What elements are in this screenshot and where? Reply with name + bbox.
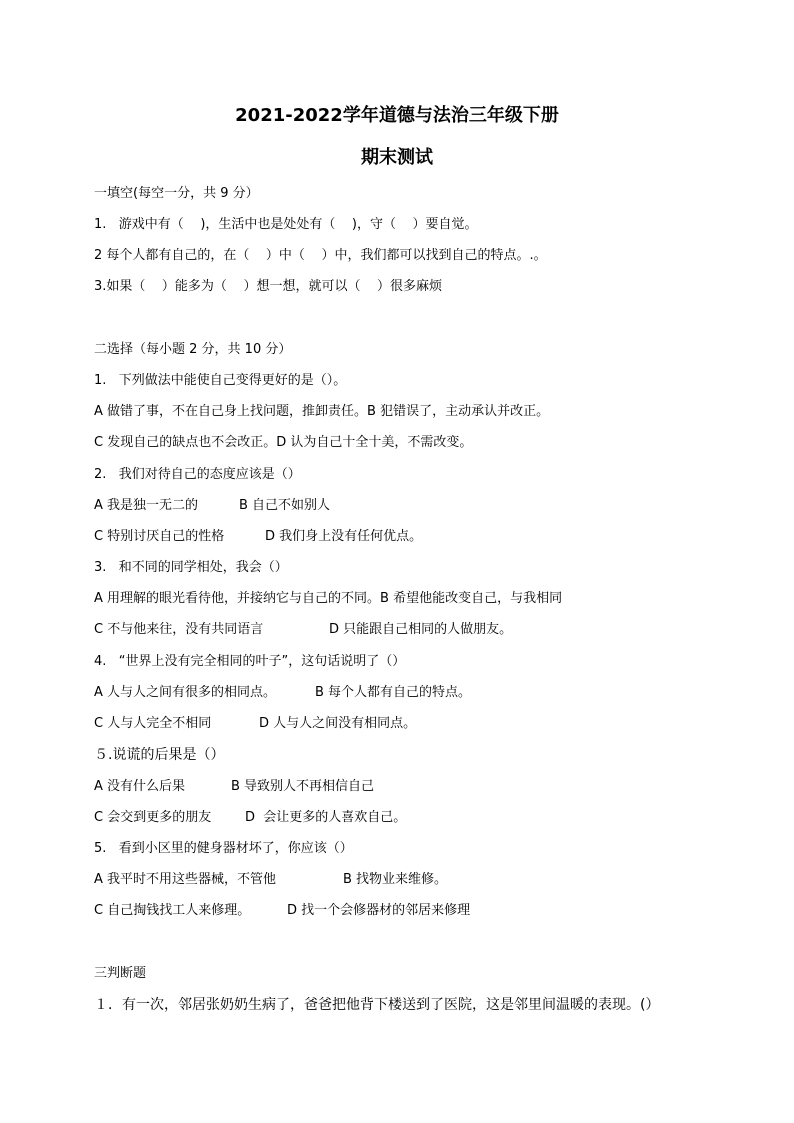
fill-question-1: 1. 游戏中有（ )，生活中也是处处有（ )，守（ ）要自觉。: [94, 217, 478, 232]
page-subtitle: 期末测试: [361, 147, 433, 168]
choice-question-3-options-ab: A 用理解的眼光看待他，并接纳它与自己的不同。B 希望他能改变自己，与我相同: [94, 591, 563, 606]
choice-question-3-option-d: D 只能跟自己相同的人做朋友。: [329, 622, 513, 637]
choice-question-4-stem: 4. “世界上没有完全相同的叶子”，这句话说明了（）: [94, 654, 406, 669]
choice-question-1-options-cd: C 发现自己的缺点也不会改正。D 认为自己十全十美，不需改变。: [94, 435, 473, 450]
judge-question-1: １．有一次，邻居张奶奶生病了，爸爸把他背下楼送到了医院，这是邻里间温暖的表现。(）: [94, 997, 660, 1013]
section1-heading: 一填空(每空一分，共 9 分）: [94, 186, 259, 201]
choice-question-5-option-c: C 会交到更多的朋友: [94, 810, 212, 825]
choice-question-2-option-d: D 我们身上没有任何优点。: [265, 529, 423, 544]
choice-question-5-option-a: A 没有什么后果: [94, 779, 186, 794]
fill-question-2: 2 每个人都有自己的，在（ ）中（ ）中，我们都可以找到自己的特点。.。: [94, 248, 547, 263]
choice-question-3-stem: 3. 和不同的同学相处，我会（）: [94, 560, 288, 575]
choice-question-4-option-c: C 人与人完全不相同: [94, 716, 212, 731]
choice-question-6-stem: 5. 看到小区里的健身器材坏了，你应该（）: [94, 841, 353, 856]
choice-question-1-stem: 1. 下列做法中能使自己变得更好的是（）。: [94, 373, 347, 388]
page-title: 2021-2022学年道德与法治三年级下册: [235, 105, 559, 126]
choice-question-6-option-d: D 找一个会修器材的邻居来修理: [287, 903, 471, 918]
choice-question-2-stem: 2. 我们对待自己的态度应该是（）: [94, 467, 301, 482]
section2-heading: 二选择（每小题 2 分，共 10 分）: [94, 342, 292, 357]
fill-question-3: 3.如果（ ）能多为（ ）想一想，就可以（ ）很多麻烦: [94, 279, 442, 294]
choice-question-6-option-c: C 自己掏钱找工人来修理。: [94, 903, 251, 918]
choice-question-6-option-b: B 找物业来维修。: [343, 872, 448, 887]
choice-question-4-option-a: A 人与人之间有很多的相同点。: [94, 685, 277, 700]
choice-question-2-option-c: C 特别讨厌自己的性格: [94, 529, 225, 544]
choice-question-4-option-b: B 每个人都有自己的特点。: [315, 685, 472, 700]
choice-question-4-option-d: D 人与人之间没有相同点。: [259, 716, 417, 731]
choice-question-5-option-d: D 会让更多的人喜欢自己。: [245, 810, 407, 825]
section3-heading: 三判断题: [94, 966, 147, 981]
choice-question-5-option-b: B 导致别人不再相信自己: [231, 779, 375, 794]
choice-question-5-stem: ５.说谎的后果是（）: [94, 747, 225, 763]
choice-question-6-option-a: A 我平时不用这些器械，不管他: [94, 872, 277, 887]
choice-question-2-option-a: A 我是独一无二的: [94, 498, 199, 513]
choice-question-2-option-b: B 自己不如别人: [239, 498, 331, 513]
choice-question-1-options-ab: A 做错了事，不在自己身上找问题，推卸责任。B 犯错误了，主动承认并改正。: [94, 404, 550, 419]
choice-question-3-option-c: C 不与他来往，没有共同语言: [94, 622, 264, 637]
